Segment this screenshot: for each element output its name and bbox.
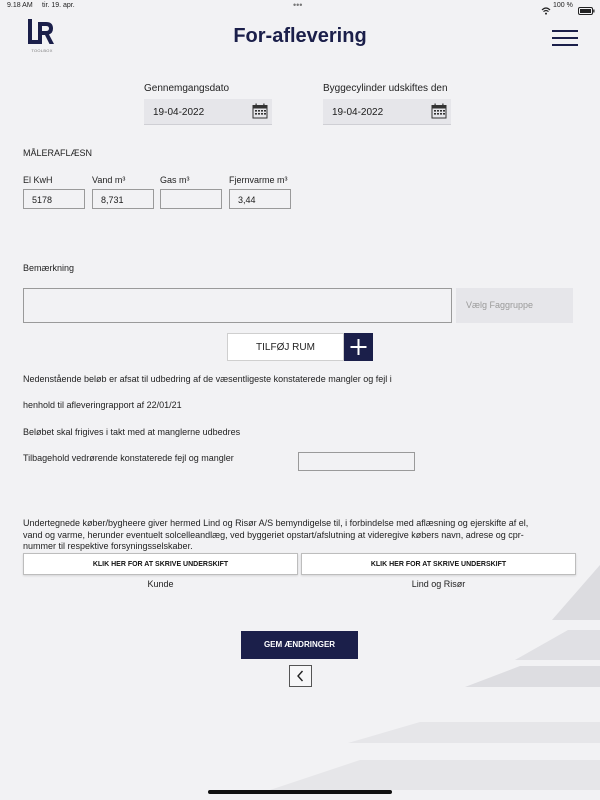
meter-input-water[interactable]: [92, 189, 154, 209]
chevron-left-icon: [290, 666, 311, 686]
company-signature-caption: Lind og Risør: [411, 579, 466, 589]
trade-group-placeholder: Vælg Faggruppe: [466, 300, 534, 310]
inspection-date-label: Gennemgangsdato: [144, 83, 230, 94]
meter-label-water: Vand m³: [92, 175, 126, 185]
company-signature-button[interactable]: KLIK HER FOR AT SKRIVE UNDERSKIFT: [301, 553, 576, 575]
meter-value-electricity: 5178: [32, 195, 53, 205]
info-line-1: Nedenstående beløb er afsat til udbedring af de væsentligeste konstaterede mangler og fejl i: [23, 374, 392, 384]
meter-input-electricity[interactable]: [23, 189, 85, 209]
meter-value-district-heating: 3,44: [238, 195, 256, 205]
inspection-date-field[interactable]: [144, 99, 272, 125]
status-time: 9.18 AM: [7, 2, 33, 9]
battery-icon: [578, 2, 595, 10]
back-button[interactable]: [289, 665, 312, 687]
trade-group-select[interactable]: [456, 288, 573, 323]
retain-label: Tilbagehold vedrørende konstaterede fejl og mangler: [23, 453, 234, 463]
customer-signature-caption: Kunde: [147, 579, 174, 589]
consent-line-3: nummer til respektive forsyningsselskaber.: [23, 541, 193, 551]
meter-label-gas: Gas m³: [160, 175, 190, 185]
wifi-icon: [541, 2, 551, 10]
retain-amount-input[interactable]: [298, 452, 415, 471]
page-title: For-aflevering: [233, 25, 367, 47]
customer-signature-button[interactable]: KLIK HER FOR AT SKRIVE UNDERSKIFT: [23, 553, 298, 575]
info-line-3: Beløbet skal frigives i takt med at manglerne udbedres: [23, 427, 241, 437]
cylinder-date-label: Byggecylinder udskiftes den: [323, 83, 448, 94]
add-room-button[interactable]: TILFØJ RUM: [227, 333, 344, 361]
meter-label-electricity: El KwH: [23, 175, 53, 185]
add-room-plus-button[interactable]: [344, 333, 373, 361]
home-indicator: [208, 790, 392, 794]
logo-text: TOOLBOX: [31, 48, 53, 53]
status-date: tir. 19. apr.: [42, 2, 75, 9]
meter-heading: MÅLERAFLÆSN: [23, 148, 93, 158]
meter-input-gas[interactable]: [160, 189, 222, 209]
save-changes-button[interactable]: GEM ÆNDRINGER: [241, 631, 358, 659]
meter-value-water: 8,731: [101, 195, 124, 205]
calendar-icon[interactable]: [431, 103, 447, 119]
meter-input-district-heating[interactable]: [229, 189, 291, 209]
consent-line-1: Undertegnede køber/bygheere giver hermed Lind og Risør A/S bemyndigelse til, i forbindelse med aflæsning og ejerskifte af el,: [23, 518, 529, 528]
calendar-icon[interactable]: [252, 103, 268, 119]
inspection-date-value: 19-04-2022: [153, 107, 205, 118]
info-line-2: henhold til afleveringrapport af 22/01/21: [23, 400, 182, 410]
remark-textarea[interactable]: [23, 288, 452, 323]
battery-percent: 100 %: [553, 2, 573, 9]
plus-icon: [344, 333, 373, 361]
multitask-dots: •••: [293, 0, 303, 10]
cylinder-date-value: 19-04-2022: [332, 107, 384, 118]
consent-line-2: vand og varme, herunder eventuelt solcelleandlæg, ved byggeriet opstart/afslutning at videregive købers navn, adrese og cpr-: [23, 530, 524, 540]
remark-label: Bemærkning: [23, 263, 75, 273]
cylinder-date-field[interactable]: [323, 99, 451, 125]
menu-icon[interactable]: [552, 30, 578, 48]
meter-label-district-heating: Fjernvarme m³: [229, 175, 288, 185]
